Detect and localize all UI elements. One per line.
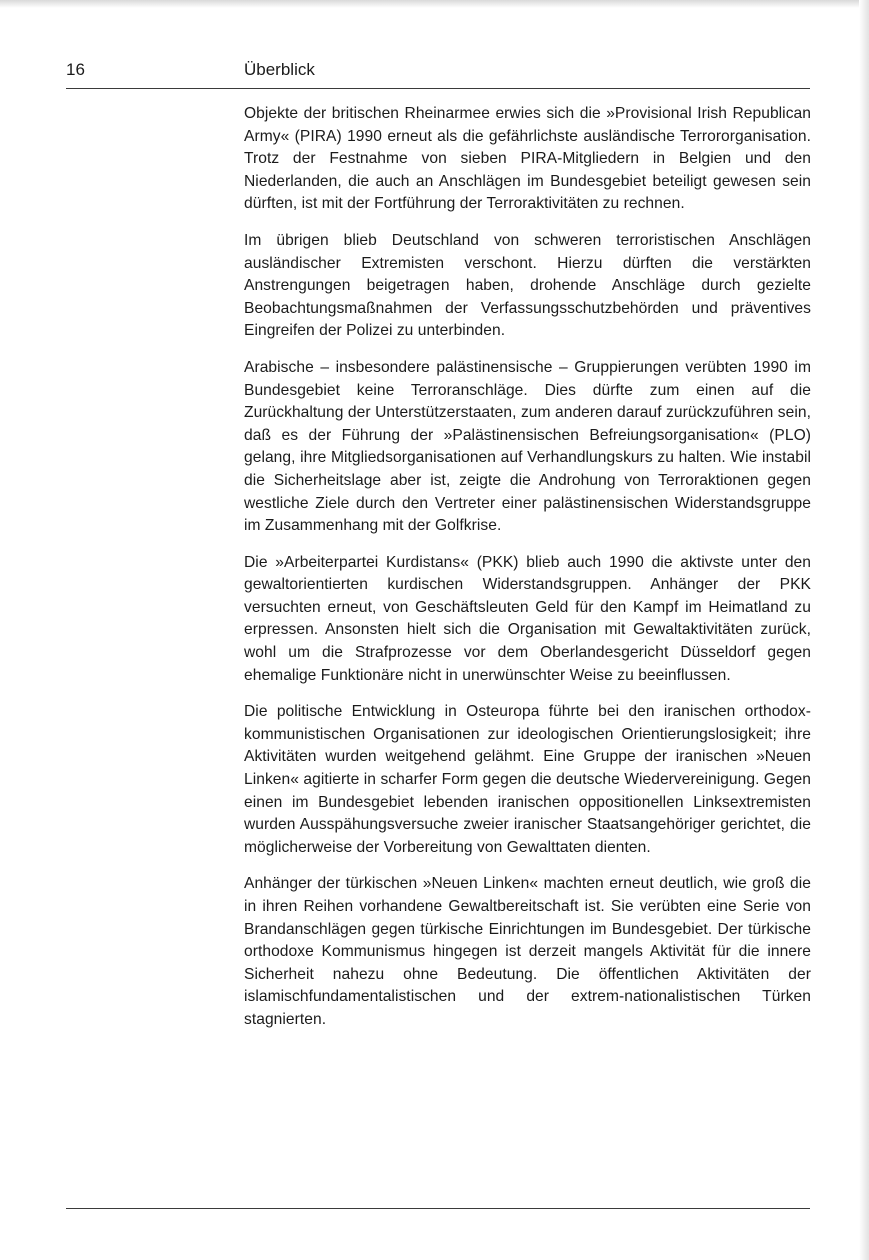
paragraph-iran: Die politische Entwicklung in Osteuropa führte bei den iranischen orthodox-kommunistischen Organisationen zur ideologischen Orientierungslosigkeit; ihre Aktivitäten wurden weitgehend gelähmt. Eine Gruppe der iranischen »Neuen Linken« agitierte in scharfer Form gegen die deutsche Wiedervereinigung. Gegen einen im Bundesgebiet lebenden iranischen oppositionellen Linksextremisten wurden Ausspähungsversuche zweier iranischer Staatsangehöriger gerichtet, die möglicherweise der Vorbereitung von Gewalttaten dienten. (244, 703, 811, 856)
body-text (244, 103, 811, 1046)
footer-rule (66, 1208, 810, 1209)
page-number: 16 (66, 60, 85, 79)
paragraph-deutschland: Im übrigen blieb Deutschland von schweren terroristischen Anschlägen ausländischer Extremisten verschont. Hierzu dürften die verstärkten Anstrengungen beigetragen haben, drohende Anschläge durch gezielte Beobachtungsmaßnahmen der Verfassungsschutzbehörden und präventives Eingreifen der Polizei zu unterbinden. (244, 231, 811, 340)
paragraph-pkk: Die »Arbeiterpartei Kurdistans« (PKK) blieb auch 1990 die aktivste unter den gewaltorientierten kurdischen Widerstandsgruppen. Anhänger der PKK versuchten erneut, von Geschäftsleuten Geld für den Kampf im Heimatland zu erpressen. Ansonsten hielt sich die Organisation mit Gewaltaktivitäten zurück, wohl um die Strafprozesse vor dem Oberlandesgericht Düsseldorf gegen ehemalige Funktionäre nicht in unerwünschter Weise zu beeinflussen. (244, 553, 811, 684)
page-header (66, 58, 810, 86)
header-rule (66, 88, 810, 89)
page-edge-shadow-top (0, 0, 869, 8)
page-edge-shadow-right (859, 0, 869, 1260)
paragraph-pira: Objekte der britischen Rheinarmee erwies sich die »Provisional Irish Republican Army« (PIRA) 1990 erneut als die gefährlichste ausländische Terrororganisation. Trotz der Festnahme von sieben PIRA-Mitgliedern in Belgien und den Niederlanden, die auch an Anschlägen im Bundesgebiet beteiligt gewesen sein dürften, ist mit der Fortführung der Terroraktivitäten zu rechnen. (244, 105, 811, 213)
paragraph-arabische-gruppen: Arabische – insbesondere palästinensische – Gruppierungen verübten 1990 im Bundesgebiet keine Terroranschläge. Dies dürfte zum einen auf die Zurückhaltung der Unterstützerstaaten, zum anderen darauf zurückzuführen sein, daß es der Führung der »Palästinensischen Befreiungsorganisation« (PLO) gelang, ihre Mitgliedsorganisationen auf Verhandlungskurs zu halten. Wie instabil die Sicherheitslage aber ist, zeigte die Androhung von Terroraktionen gegen westliche Ziele durch den Vertreter einer palästinensischen Widerstandsgruppe im Zusammenhang mit der Golfkrise. (244, 358, 811, 535)
paragraph-tuerkei: Anhänger der türkischen »Neuen Linken« machten erneut deutlich, wie groß die in ihren Reihen vorhandene Gewaltbereitschaft ist. Sie verübten eine Serie von Brandanschlägen gegen türkische Einrichtungen im Bundesgebiet. Der türkische orthodoxe Kommunismus hingegen ist derzeit mangels Aktivität für die innere Sicherheit nahezu ohne Bedeutung. Die öffentlichen Aktivitäten der islamischfundamentalistischen und der extrem-nationalistischen Türken stagnierten. (244, 875, 811, 1028)
running-head: Überblick (244, 60, 315, 79)
